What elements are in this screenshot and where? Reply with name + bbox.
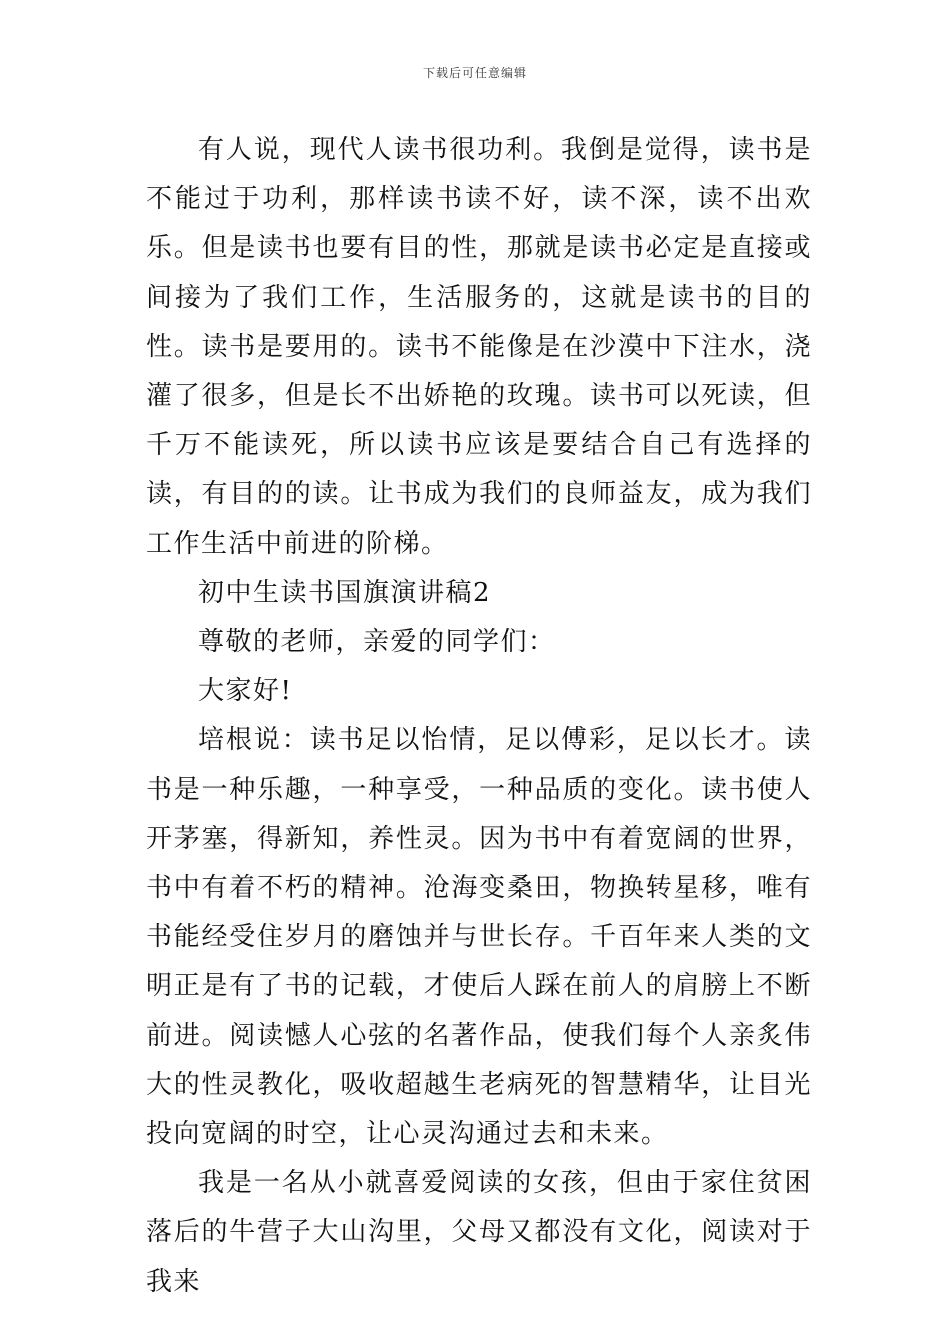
page-header: 下载后可任意编辑 <box>422 66 527 80</box>
salutation: 尊敬的老师，亲爱的同学们： <box>198 627 556 658</box>
paragraph-personal: 我是一名从小就喜爱阅读的女孩，但由于家住贫困落后的牛营子大山沟里，父母又都没有文化，阅读对于我来 <box>146 1168 812 1297</box>
paragraph-intro: 有人说，现代人读书很功利。我倒是觉得，读书是不能过于功利，那样读书读不好，读不深，读不出欢乐。但是读书也要有目的性，那就是读书必定是直接或间接为了我们工作，生活服务的，这就是读书的目的性。读书是要用的。读书不能像是在沙漠中下注水，浇灌了很多，但是长不出娇艳的玫瑰。读书可以死读，但千万不能读死，所以读书应该是要结合自己有选择的读，有目的的读。让书成为我们的良师益友，成为我们工作生活中前进的阶梯。 <box>146 135 812 559</box>
speech-title: 初中生读书国旗演讲稿2 <box>198 577 492 608</box>
greeting: 大家好! <box>198 676 293 707</box>
paragraph-bacon-quote: 培根说：读书足以怡情，足以傅彩，足以长才。读书是一种乐趣，一种享受，一种品质的变化。读书使人开茅塞，得新知，养性灵。因为书中有着宽阔的世界，书中有着不朽的精神。沧海变桑田，物换转星移，唯有书能经受住岁月的磨蚀并与世长存。千百年来人类的文明正是有了书的记载，才使后人踩在前人的肩膀上不断前进。阅读憾人心弦的名著作品，使我们每个人亲炙伟大的性灵教化，吸收超越生老病死的智慧精华，让目光投向宽阔的时空，让心灵沟通过去和未来。 <box>146 725 812 1150</box>
document-body <box>146 126 812 1307</box>
